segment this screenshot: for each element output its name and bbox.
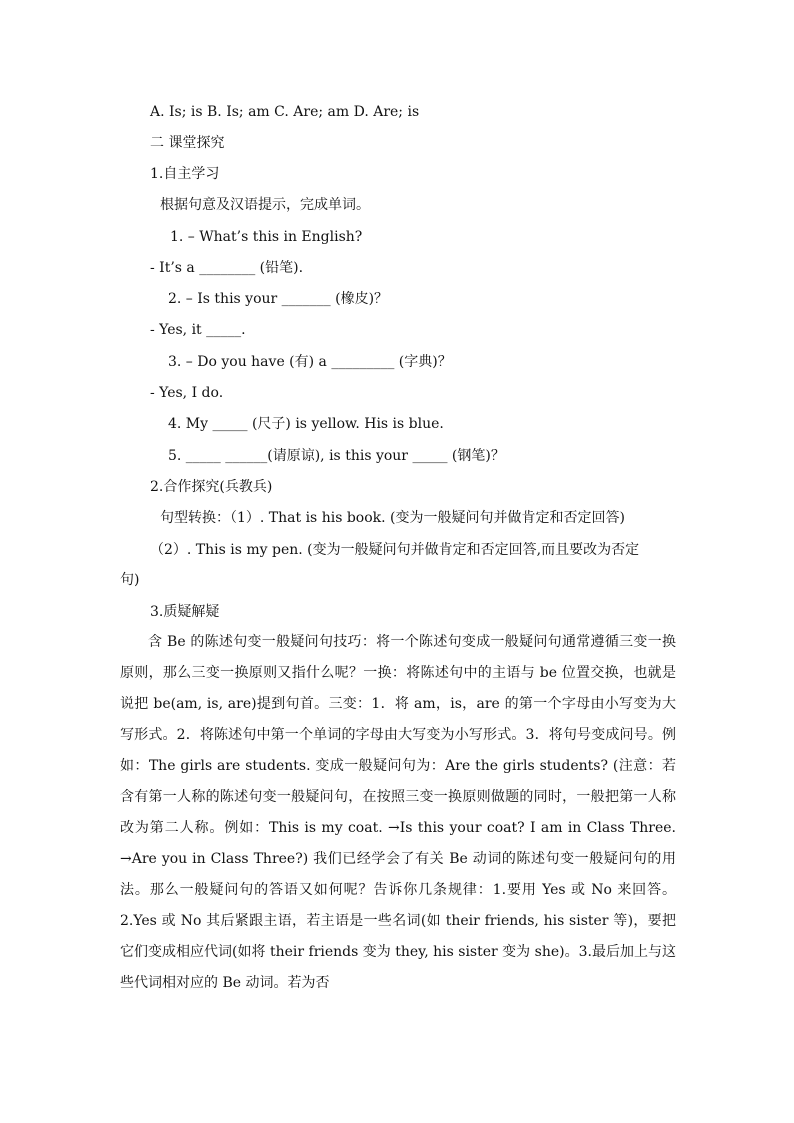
subsection-doubt: 3.质疑解疑: [150, 604, 220, 620]
answer-1: - It’s a ________ (铅笔).: [150, 260, 304, 276]
question-3: 3. – Do you have (有) a _________ (字典)？: [168, 354, 452, 370]
section-heading: 二 课堂探究: [150, 135, 225, 151]
question-4: 4. My _____ (尺子) is yellow. His is blue.: [168, 416, 444, 432]
question-1: 1. – What’s this in English?: [170, 229, 363, 245]
subsection-cooperation: 2.合作探究(兵教兵): [150, 479, 273, 495]
question-5: 5. _____ ______(请原谅), is this your _____ (钢笔)？: [168, 448, 505, 464]
answer-options: A. Is; is B. Is; am C. Are; am D. Are; is: [150, 104, 420, 120]
answer-3: - Yes, I do.: [150, 385, 224, 401]
transform-task-2-end: 句): [120, 572, 140, 588]
transform-task-1: 句型转换：（1）. That is his book. (变为一般疑问句并做肯定和否定回答): [160, 510, 625, 526]
transform-task-2: （2）. This is my pen. (变为一般疑问句并做肯定和否定回答,而且要改为否定: [150, 542, 640, 558]
explanation-paragraph: [120, 627, 676, 999]
subsection-self-study: 1.自主学习: [150, 166, 220, 182]
question-2: 2. – Is this your _______ (橡皮)？: [168, 291, 389, 307]
explanation-text: 含 Be 的陈述句变一般疑问句技巧：将一个陈述句变成一般疑问句通常遵循三变一换原则，那么三变一换原则又指什么呢？一换：将陈述句中的主语与 be 位置交换，也就是说把 be(am, is, are)提到句首。三变：1．将 am，is，are 的第一个字母由小写变为大写形式。2．将陈述句中第一个单词的字母由大写变为小写形式。3．将句号变成问号。例如：The girls are students. 变成一般疑问句为：Are the girls students? (注意：若含有第一人称的陈述句变一般疑问句，在按照三变一换原则做题的同时，一般把第一人称改为第二人称。例如：This is my coat. →Is this your coat? I am in Class Three. →Are you in Class Three?) 我们已经学会了有关 Be 动词的陈述句变一般疑问句的用法。那么一般疑问句的答语又如何呢？告诉你几条规律：1.要用 Yes 或 No 来回答。2.Yes 或 No 其后紧跟主语，若主语是一些名词(如 their friends, his sister 等)，要把它们变成相应代词(如将 their friends 变为 they, his sister 变为 she)。3.最后加上与这些代词相对应的 Be 动词。若为否: [120, 634, 676, 991]
answer-2: - Yes, it _____.: [150, 322, 246, 338]
instruction-text: 根据句意及汉语提示，完成单词。: [160, 197, 370, 213]
